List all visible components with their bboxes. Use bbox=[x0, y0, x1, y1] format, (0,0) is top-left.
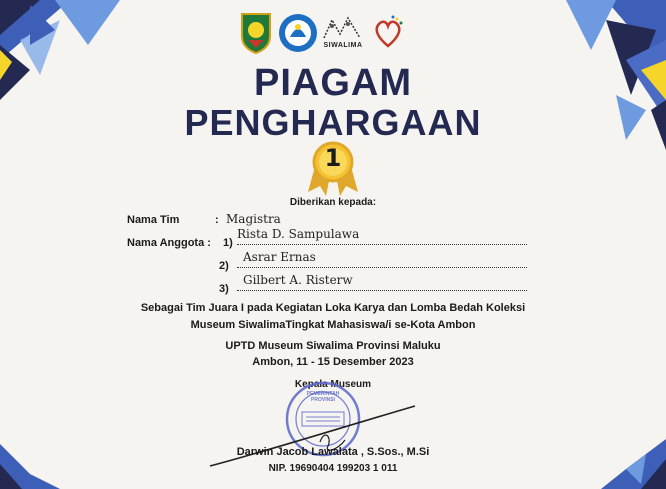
member-1-line bbox=[237, 244, 527, 245]
medal-number: 1 bbox=[324, 144, 342, 172]
member-1-name: Rista D. Sampulawa bbox=[237, 227, 360, 241]
member-3-line bbox=[237, 290, 527, 291]
member-2-name: Asrar Ernas bbox=[243, 250, 316, 264]
members-label: Nama Anggota : bbox=[127, 237, 211, 249]
member-1-number: 1) bbox=[223, 237, 233, 249]
stamp-text: PEMERINTAH PROVINSI bbox=[306, 391, 340, 403]
corner-decoration-bottom-left bbox=[0, 429, 70, 489]
team-name: Magistra bbox=[226, 212, 281, 226]
heart-logo-icon bbox=[370, 14, 406, 50]
team-label: Nama Tim bbox=[127, 214, 180, 226]
member-2-number: 2) bbox=[219, 260, 229, 272]
member-3-number: 3) bbox=[219, 283, 229, 295]
title-piagam: PIAGAM bbox=[254, 62, 412, 104]
member-2-line bbox=[237, 267, 527, 268]
team-colon: : bbox=[215, 214, 219, 226]
given-to: Diberikan kepada: bbox=[289, 197, 377, 208]
place-date: Ambon, 11 - 15 Desember 2023 bbox=[252, 356, 414, 368]
siwalima-text: SIWALIMA bbox=[323, 42, 363, 49]
description-line-2: Museum SiwalimaTingkat Mahasiswa/i se-Kota Ambon bbox=[190, 319, 476, 331]
member-3-name: Gilbert A. Risterw bbox=[243, 273, 353, 287]
signer-nip: NIP. 19690404 199203 1 011 bbox=[268, 463, 398, 474]
siwalima-logo-icon bbox=[320, 14, 364, 42]
signature bbox=[200, 398, 430, 470]
title-penghargaan: PENGHARGAAN bbox=[184, 102, 482, 143]
signer-name: Darwin Jacob Lawalata , S.Sos., M.Si bbox=[236, 446, 430, 458]
organization: UPTD Museum Siwalima Provinsi Maluku bbox=[225, 340, 441, 352]
corner-decoration-bottom-right bbox=[586, 429, 666, 489]
description-line-1: Sebagai Tim Juara I pada Kegiatan Loka Karya dan Lomba Bedah Koleksi bbox=[140, 302, 526, 314]
maluku-emblem-icon bbox=[238, 12, 274, 54]
signer-title: Kepala Museum bbox=[294, 379, 372, 390]
tut-wuri-handayani-icon bbox=[278, 13, 318, 53]
